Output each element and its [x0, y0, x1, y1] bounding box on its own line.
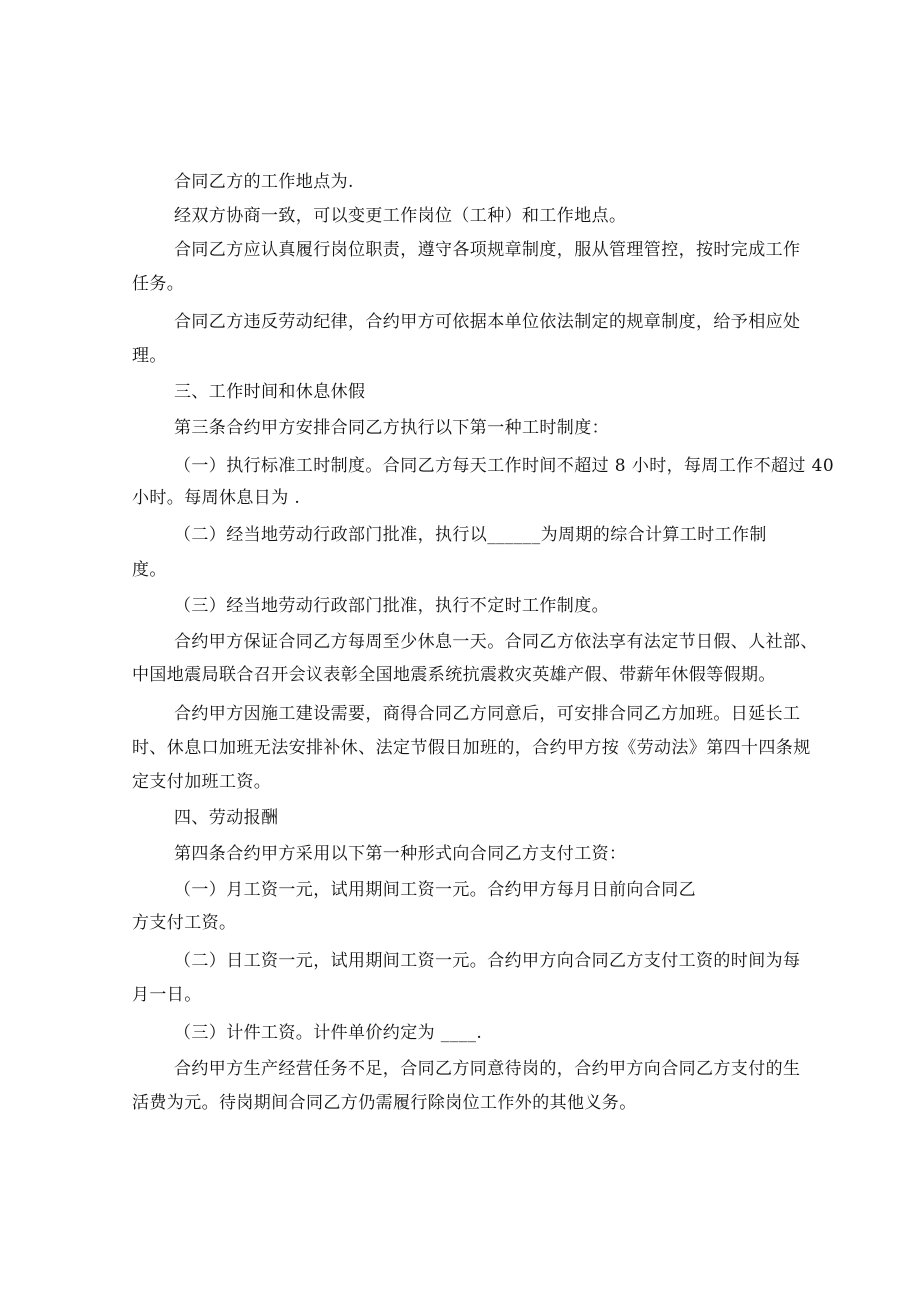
text-line: 合同乙方的工作地点为. [174, 172, 354, 192]
text-line: 经双方协商一致，可以变更工作岗位（工种）和工作地点。 [174, 206, 627, 226]
text-line: 任务。 [132, 274, 185, 294]
section-heading: 三、工作时间和休息休假 [174, 382, 366, 402]
text-line: 方支付工资。 [132, 913, 237, 933]
text-line: （一）执行标准工时制度。合同乙方每天工作时间不超过 8 小时，每周工作不超过 40 [174, 456, 835, 476]
text-line: 合约甲方保证合同乙方每周至少休息一天。合同乙方依法享有法定节日假、人社部、 [174, 632, 818, 652]
text-line: 理。 [132, 346, 167, 366]
text-line: 月一日。 [132, 985, 202, 1005]
text-line: 时、休息口加班无法安排补休、法定节假日加班的，合约甲方按《劳动法》第四十四条规 [132, 738, 811, 758]
text-line: 第三条合约甲方安排合同乙方执行以下第一种工时制度： [174, 418, 609, 438]
text-line: （三）经当地劳动行政部门批准，执行不定时工作制度。 [174, 596, 609, 616]
text-line: 中国地震局联合召开会议表彰全国地震系统抗震救灾英雄产假、带薪年休假等假期。 [132, 665, 776, 685]
text-line: （一）月工资一元，试用期间工资一元。合约甲方每月日前向合同乙 [174, 880, 696, 900]
text-line: 合同乙方应认真履行岗位职责，遵守各项规章制度，服从管理管控，按时完成工作 [174, 240, 801, 260]
text-line: （二）日工资一元，试用期间工资一元。合约甲方向合同乙方支付工资的时间为每 [174, 951, 801, 971]
text-line: （二）经当地劳动行政部门批准，执行以______为周期的综合计算工时工作制 [174, 525, 767, 545]
text-line: 合约甲方因施工建设需要，商得合同乙方同意后，可安排合同乙方加班。日延长工 [174, 704, 801, 724]
text-line: 定支付加班工资。 [132, 772, 272, 792]
section-heading: 四、劳动报酬 [174, 808, 279, 828]
text-line: 合同乙方违反劳动纪律，合约甲方可依据本单位依法制定的规章制度，给予相应处 [174, 312, 801, 332]
text-line: 合约甲方生产经营任务不足，合同乙方同意待岗的，合约甲方向合同乙方支付的生 [174, 1059, 801, 1079]
text-line: 活费为元。待岗期间合同乙方仍需履行除岗位工作外的其他义务。 [132, 1093, 637, 1113]
text-line: （三）计件工资。计件单价约定为 ____. [174, 1023, 483, 1043]
text-line: 小时。每周休息日为 . [132, 488, 301, 508]
text-line: 第四条合约甲方采用以下第一种形式向合同乙方支付工资： [174, 844, 627, 864]
text-line: 度。 [132, 560, 167, 580]
